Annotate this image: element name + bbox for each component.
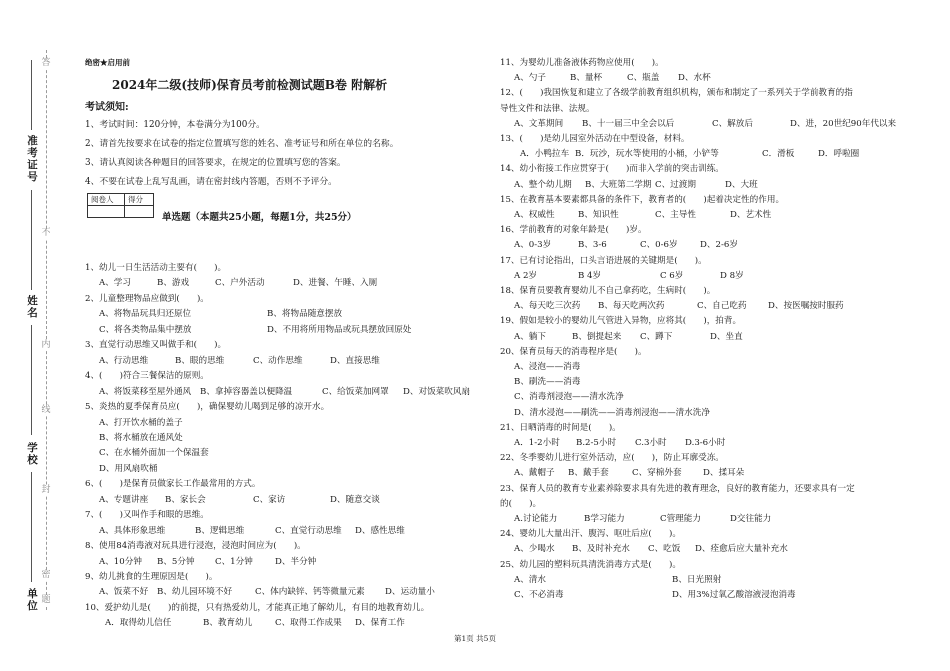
grader-cell[interactable] [88,206,125,218]
answer-option: B、倒提起来 [572,331,622,342]
answer-option: A、行动思维 [99,355,149,366]
answer-option: B、十一届三中全会以后 [582,118,675,129]
answer-option: D、随意交谈 [330,494,380,505]
question-stem: 6、( )是保育员做家长工作最常用的方式。 [85,479,261,490]
answer-option: D、揉耳朵 [703,468,745,479]
answer-option: A、每天吃三次药 [514,301,581,312]
answer-option: C、穿棉外套 [632,468,682,479]
answer-option: A、具体形象思维 [99,525,166,536]
score-cell[interactable] [125,206,154,218]
write-line [31,190,32,290]
answer-option: C、在水桶外面加一个保温套 [99,448,209,459]
answer-option: A、戴帽子 [514,468,555,479]
answer-option: A、将物品玩具归还原位 [99,309,192,320]
binding-margin [0,0,72,671]
question-stem: 22、冬季婴幼儿进行室外活动，应( )，防止耳廓受冻。 [500,453,724,464]
question-stem: 17、已有讨论指出，口头言语进展的关键期是( )。 [500,255,707,266]
notice-item: 2、请首先按要求在试卷的指定位置填写您的姓名、准考证号和所在单位的名称。 [85,139,399,149]
answer-option: B.2-5小时 [576,438,617,448]
answer-option: A、勺子 [514,73,546,84]
answer-option: C、家访 [253,494,286,505]
answer-option: B、日光照射 [672,574,722,585]
exam-id-label: 准考证号 [27,135,38,183]
answer-option: B、及时补充水 [572,544,630,555]
answer-option: D、保育工作 [355,618,405,629]
answer-option: C、0-6岁 [640,240,678,251]
answer-option: B、眼的思维 [175,355,225,366]
answer-option: D、痊愈后应大量补充水 [695,544,788,555]
answer-option: A、文革期间 [514,118,564,129]
answer-option: A．1-2小时 [514,438,560,448]
answer-option: C.3小时 [635,438,667,448]
answer-option: D、半分钟 [275,556,317,567]
answer-option: A．取得幼儿信任 [105,618,172,629]
notice-title: 考试须知: [85,102,129,113]
grader-label: 阅卷人 [88,194,125,206]
answer-option: A．小鸭拉车 [520,149,570,160]
cut-word: 答 [41,58,51,68]
answer-option: C、吃饭 [648,544,681,555]
notice-item: 1、考试时间：120分钟，本卷满分为100分。 [85,120,265,130]
question-stem: 4、( )符合三餐保洁的原则。 [85,371,209,382]
answer-option: B、将物品随意摆放 [267,309,343,320]
question-stem: 7、( )又叫作手和眼的思维。 [85,510,209,521]
answer-option: B、3-6 [578,240,607,251]
answer-option: B、拿掉容器盖以便降温 [200,386,293,397]
question-stem: 14、幼小衔接工作应贯穿于( )而非入学前的突击训练。 [500,164,724,175]
answer-option: C、将各类物品集中摆放 [99,324,192,335]
answer-option: B、将水桶放在通风处 [99,432,183,443]
answer-option: A、少喝水 [514,544,555,555]
answer-option: D、感性思维 [355,525,405,536]
answer-option: C、自己吃药 [697,301,747,312]
answer-option: C、直觉行动思维 [275,525,342,536]
write-line [31,60,32,130]
answer-option: D交往能力 [730,514,772,524]
page-footer: 第1页 共5页 [454,634,496,643]
question-stem: 25、幼儿园的塑料玩具清洗消毒方式是( )。 [500,559,681,570]
question-stem: 18、保育员要教育婴幼儿不自己拿药吃，生病时( )。 [500,286,716,296]
answer-option: C、动作思维 [253,355,303,366]
question-stem: 24、婴幼儿大量出汗、腹泻、呕吐后应( )。 [500,529,681,540]
write-line [31,472,32,582]
question-stem: 10、爱护幼儿是( )的前提，只有热爱幼儿，才能真正地了解幼儿，有目的地教育幼儿。 [85,602,430,613]
question-stem: 12、( )我国恢复和建立了各级学前教育组织机构，颁布和制定了一系列关于学前教育的指 [500,88,853,99]
answer-option: D、用3%过氧乙酸溶液浸泡消毒 [672,590,796,600]
seal-cut-line [46,50,47,610]
secret-mark: 绝密★启用前 [85,58,130,67]
answer-option: B 4岁 [578,270,602,281]
score-box [87,193,154,218]
write-line [31,325,32,435]
answer-option: C 6岁 [660,270,684,281]
answer-option: A、10分钟 [99,556,142,567]
answer-option: B、游戏 [157,278,190,289]
answer-option: D、运动量小 [385,587,435,598]
answer-option: C、不必消毒 [514,590,564,600]
answer-option: B、刷洗——消毒 [514,377,581,388]
answer-option: D、进餐、午睡、入厕 [293,278,378,289]
answer-option: C、主导性 [655,210,696,220]
question-stem: 9、幼儿挑食的生理原因是( )。 [85,572,218,582]
answer-option: C、瓶盖 [627,73,660,84]
answer-option: C．滑板 [762,149,795,160]
question-stem: 16、学前教育的对象年龄是( )岁。 [500,225,647,236]
answer-option: D、对饭菜吹风扇 [403,386,471,397]
section-title: 单选题（本题共25小题，每题1分，共25分） [162,212,357,223]
answer-option: B、量杯 [570,73,603,84]
answer-option: B、逻辑思维 [195,525,245,536]
answer-option: A、清水 [514,574,546,585]
cut-word: 题 [41,595,51,605]
answer-option: A、专题讲座 [99,494,149,505]
answer-option: D、进，20世纪90年代以来 [790,118,897,129]
question-stem: 5、炎热的夏季保育员应( )，确保婴幼儿喝到足够的凉开水。 [85,402,330,413]
answer-option: B、幼儿园环境不好 [157,587,233,598]
answer-option: D.3-6小时 [685,438,726,448]
answer-option: B、大班第二学期 [585,179,652,190]
question-stem: 23、保育人员的教育专业素养除要求具有先进的教育理念，良好的教育能力，还要求具有一定 [500,483,855,494]
answer-option: B．玩沙，玩水等使用的小桶，小铲等 [575,149,719,160]
answer-option: D、水杯 [678,73,711,84]
answer-option: C、取得工作成果 [275,618,342,629]
answer-option: A、打开饮水桶的盖子 [99,417,183,428]
answer-option: D、用风扇吹桶 [99,463,158,474]
answer-option: C、1分钟 [215,556,253,567]
answer-option: D、直接思维 [330,355,380,366]
answer-option: B、5分钟 [157,556,195,567]
answer-option: C、户外活动 [215,278,265,289]
cut-word: 不 [41,228,51,238]
question-stem-cont: 的( )。 [500,498,542,509]
answer-option: B、教育幼儿 [203,618,253,629]
answer-option: A、饭菜不好 [99,587,149,598]
score-label: 得分 [125,194,154,206]
question-stem: 1、幼儿一日生活活动主要有( )。 [85,263,227,273]
answer-option: B、家长会 [165,494,206,505]
answer-option: D、大班 [725,179,758,190]
answer-option: B、戴手套 [568,468,609,479]
answer-option: B、知识性 [578,210,619,220]
answer-option: C、消毒剂浸泡——清水洗净 [514,392,624,403]
answer-option: C、过渡期 [655,179,696,190]
question-stem: 11、为婴幼儿准备液体药物应使用( )。 [500,58,664,68]
cut-word: 内 [41,340,51,350]
notice-item: 4、不要在试卷上乱写乱画，请在密封线内答题，否则不予评分。 [85,177,337,187]
answer-option: C、蹲下 [640,331,673,342]
answer-option: A.讨论能力 [514,514,558,524]
question-stem: 3、直觉行动思维又叫做手和( )。 [85,340,227,351]
question-stem-cont: 导性文件和法律、法规。 [500,103,595,114]
notice-item: 3、请认真阅读各种题目的回答要求，在规定的位置填写您的答案。 [85,158,346,168]
answer-option: A、躺下 [514,331,546,342]
question-stem: 15、在教育基本要素都具备的条件下，教育者的( )起着决定性的作用。 [500,194,785,205]
question-stem: 20、保育员每天的消毒程序是( )。 [500,346,647,357]
answer-option: B、每天吃两次药 [598,301,665,312]
answer-option: D 8岁 [720,270,744,281]
answer-option: D、坐直 [710,331,743,342]
question-stem: 2、儿童整理物品应做到( )。 [85,293,209,304]
cut-word: 封 [41,485,51,495]
answer-option: D、按医嘱按时服药 [768,301,844,312]
answer-option: A、将饭菜移至屋外通风 [99,386,192,397]
answer-option: D、不用将所用物品或玩具摆放回原处 [267,324,412,335]
unit-label: 单位 [27,588,38,612]
answer-option: D、清水浸泡——刷洗——消毒剂浸泡——清水洗净 [514,407,710,418]
cut-word: 密 [41,570,51,580]
question-stem: 19、假如是较小的婴幼儿气管进入异物，应将其( )，拍背。 [500,316,742,327]
question-stem: 8、使用84消毒液对玩具进行浸泡，浸泡时间应为( )。 [85,541,306,552]
answer-option: A、学习 [99,278,131,289]
answer-option: C管理能力 [660,514,701,524]
answer-option: A、浸泡——消毒 [514,362,581,372]
answer-option: B学习能力 [584,514,625,524]
cut-word: 线 [41,405,51,415]
answer-option: A、权威性 [514,210,555,220]
answer-option: A 2岁 [514,270,537,281]
question-stem: 13、( )是幼儿园室外活动在中型设备，材料。 [500,134,690,144]
answer-option: D、2-6岁 [700,240,738,251]
name-label: 姓名 [27,295,38,319]
answer-option: C、体内缺锌、钙等微量元素 [255,587,365,598]
answer-option: C、解放后 [712,118,753,129]
answer-option: D．呼啦圈 [818,149,860,160]
question-stem: 21、日晒消毒的时间是( )。 [500,422,621,433]
school-label: 学校 [27,442,38,466]
answer-option: A、整个幼儿期 [514,179,572,190]
answer-option: A、0-3岁 [514,240,552,251]
answer-option: D、艺术性 [730,210,772,220]
page-title: 2024年二级(技师)保育员考前检测试题B卷 附解析 [112,78,388,92]
answer-option: C、给饭菜加网罩 [322,386,389,397]
